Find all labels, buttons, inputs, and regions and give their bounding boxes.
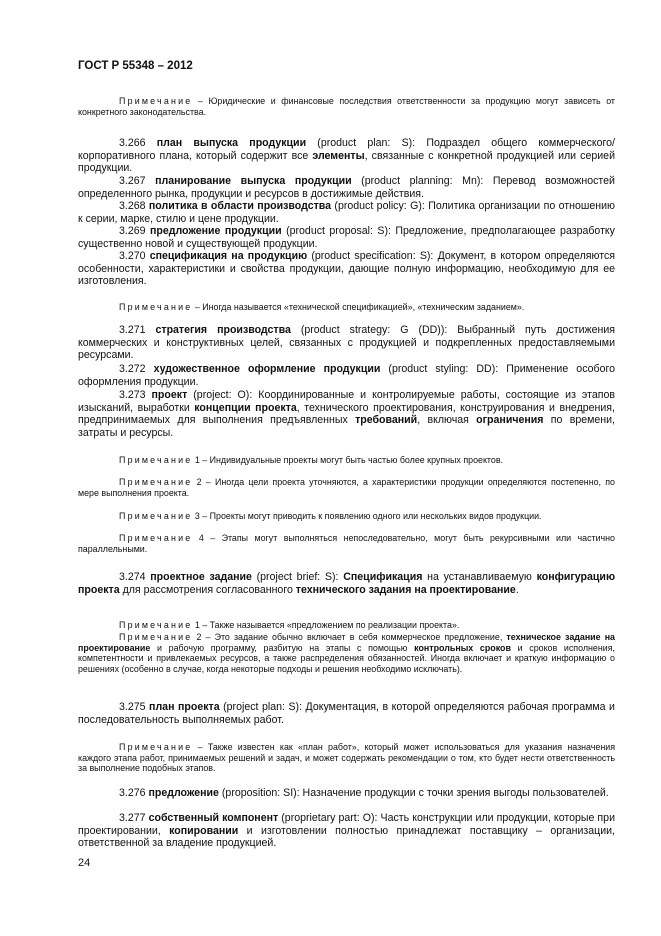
text-run: 3.268 xyxy=(119,200,149,212)
text-run: и сроков исполнения, компетентности и привлекаемых ресурсов, а также распределения обязанностей. Иногда включает и краткую информацию о решениях (особенно в случае, когда некоторые подходы и решения необходимо исключать). xyxy=(78,642,616,674)
term-bold: технического задания на проектирование xyxy=(295,583,516,596)
text-run: 1 – Индивидуальные проекты могут быть частью более крупных проектов. xyxy=(192,455,504,465)
term-definition xyxy=(78,787,615,800)
text-run: на устанавливаемую xyxy=(422,571,537,583)
text-run: (product styling: DD): Применение особого оформления продукции. xyxy=(78,363,615,388)
text-run: , связанные с конкретной продукцией или серией продукции. xyxy=(78,149,615,175)
text-run: – Иногда называется «технической спецификацией», «техническим заданием». xyxy=(192,302,525,312)
text-run: (project: O): Координированные и контролируемые работы, состоящие из этапов изысканий, выработки xyxy=(78,389,615,414)
text-run: , технического проектирования, конструирования и внедрения, предпринимаемых для выполнения предъявленных xyxy=(78,401,615,427)
text-run: (product plan: S): Подраздел общего коммерческого/корпоративного плана, который содержит все xyxy=(78,137,615,162)
term-definition xyxy=(78,137,615,175)
text-run: (product policy: G): Политика организации по отношению к серии, марке, стилю и цене продукции. xyxy=(78,200,615,225)
term-bold: собственный компонент xyxy=(148,812,279,824)
term-bold: требований xyxy=(355,414,418,427)
term-bold: предложение продукции xyxy=(149,225,282,237)
note-label: Примечание xyxy=(119,511,193,521)
term-bold: спецификация на продукцию xyxy=(149,250,308,262)
term-bold: план проекта xyxy=(149,701,220,713)
page-number: 24 xyxy=(78,857,91,869)
term-definition xyxy=(78,175,615,200)
text-run: 3.275 xyxy=(119,701,150,713)
text-run: . xyxy=(515,583,519,596)
note-paragraph xyxy=(78,511,615,522)
text-run: – Юридические и финансовые последствия ответственности за продукцию могут зависеть от конкретного законодательства. xyxy=(78,96,615,117)
note-paragraph xyxy=(78,533,615,554)
text-run: 4 – Этапы могут выполняться непоследовательно, могут быть рекурсивными или частично параллельными. xyxy=(78,533,615,554)
term-bold: художественное оформление продукции xyxy=(153,363,381,375)
note-paragraph xyxy=(78,632,615,674)
text-run: (project plan: S): Документация, в которой определяются рабочая программа и последовательность выполняемых работ. xyxy=(78,701,615,726)
text-run: (product specification: S): Документ, в котором определяются особенности, характеристики и свойства продукции, дающие полную информацию, необходимую для ее изготовления. xyxy=(78,250,615,288)
term-bold: планирование выпуска продукции xyxy=(155,175,352,187)
term-bold: проект xyxy=(151,389,188,401)
text-run: 3.269 xyxy=(119,225,150,237)
text-run: 3.277 xyxy=(119,812,149,824)
term-bold: конфигурацию проекта xyxy=(78,571,615,596)
term-bold: политика в области производства xyxy=(148,200,332,212)
text-run: , включая xyxy=(417,414,477,427)
note-label: Примечание xyxy=(119,620,193,630)
term-definition xyxy=(78,389,615,439)
term-bold: элементы xyxy=(312,149,365,162)
text-run: по времени, затраты и ресурсы. xyxy=(78,414,615,439)
text-run: 3 – Проекты могут приводить к появлению одного или нескольких видов продукции. xyxy=(192,511,542,521)
note-paragraph xyxy=(78,620,615,631)
term-bold: ограничения xyxy=(476,414,544,427)
text-run: 3.276 xyxy=(119,787,149,799)
text-run: 1 – Также называется «предложением по реализации проекта». xyxy=(192,620,460,630)
text-run: 3.273 xyxy=(119,389,152,401)
term-definition xyxy=(78,225,615,250)
text-run: (product planning: Mn): Перевод возможностей определенного рынка, продукции и ресурсов в достижимые действия. xyxy=(78,175,615,200)
text-run: (proprietary part: O): Часть конструкции или продукции, которые при проектировании, xyxy=(78,812,615,837)
text-run: 3.272 xyxy=(119,363,154,375)
term-definition xyxy=(78,571,615,596)
term-bold: техническое задание на проектирование xyxy=(78,632,615,653)
text-run: 3.271 xyxy=(119,324,156,336)
term-bold: предложение xyxy=(148,787,219,799)
text-run: (product proposal: S): Предложение, предполагающее разработку существенно новой и существующей продукции. xyxy=(78,225,615,250)
term-bold: копировании xyxy=(169,824,239,837)
note-label: Примечание xyxy=(119,96,193,106)
term-definition xyxy=(78,363,615,388)
text-run: 3.274 xyxy=(119,571,151,583)
text-run: (project brief: S): xyxy=(251,571,344,583)
document-header: ГОСТ Р 55348 – 2012 xyxy=(78,60,193,72)
term-definition xyxy=(78,812,615,850)
term-definition xyxy=(78,701,615,726)
term-bold: стратегия производства xyxy=(155,324,291,336)
note-label: Примечание xyxy=(119,455,193,465)
term-bold: Спецификация xyxy=(343,571,423,583)
term-definition xyxy=(78,250,615,288)
text-run: 2 – Иногда цели проекта уточняются, а характеристики продукции определяются постепенно, по мере выполнения проекта. xyxy=(78,477,615,498)
text-run: 3.270 xyxy=(119,250,150,262)
text-run: 2 – Это задание обычно включает в себя коммерческое предложение, xyxy=(192,632,507,642)
note-paragraph xyxy=(78,477,615,498)
term-bold: проектное задание xyxy=(150,571,252,583)
text-run: для рассмотрения согласованного xyxy=(119,583,296,596)
text-run: и рабочую программу, разбитую на этапы с помощью xyxy=(150,642,415,653)
term-bold: концепции проекта xyxy=(194,401,297,414)
note-label: Примечание xyxy=(119,632,193,642)
text-run: 3.266 xyxy=(119,137,157,149)
term-definition xyxy=(78,200,615,225)
note-label: Примечание xyxy=(119,477,193,487)
text-run: – Также известен как «план работ», который может использоваться для указания назначения каждого этапа работ, принимаемых решений и задач, и может содержать рекомендации о том, кто будет нести ответственность за выполнение подобных этапов. xyxy=(78,742,615,774)
term-bold: план выпуска продукции xyxy=(156,137,307,149)
note-paragraph xyxy=(78,742,615,774)
note-label: Примечание xyxy=(119,742,193,752)
note-paragraph xyxy=(78,96,615,117)
text-run: и изготовлении полностью принадлежат поставщику – организации, ответственной за владение продукцией. xyxy=(78,824,615,850)
note-paragraph xyxy=(78,455,615,466)
text-run: (proposition: SI): Назначение продукции с точки зрения выгоды пользователей. xyxy=(218,787,609,799)
note-paragraph xyxy=(78,302,615,313)
term-definition xyxy=(78,324,615,362)
text-run: (product strategy: G (DD)): Выбранный путь достижения коммерческих и конструктивных целей, связанных с продукцией и подкрепленных предоставляемыми ресурсами. xyxy=(78,324,615,362)
term-bold: контрольных сроков xyxy=(414,642,511,653)
note-label: Примечание xyxy=(119,533,193,543)
text-run: 3.267 xyxy=(119,175,156,187)
note-label: Примечание xyxy=(119,302,193,312)
